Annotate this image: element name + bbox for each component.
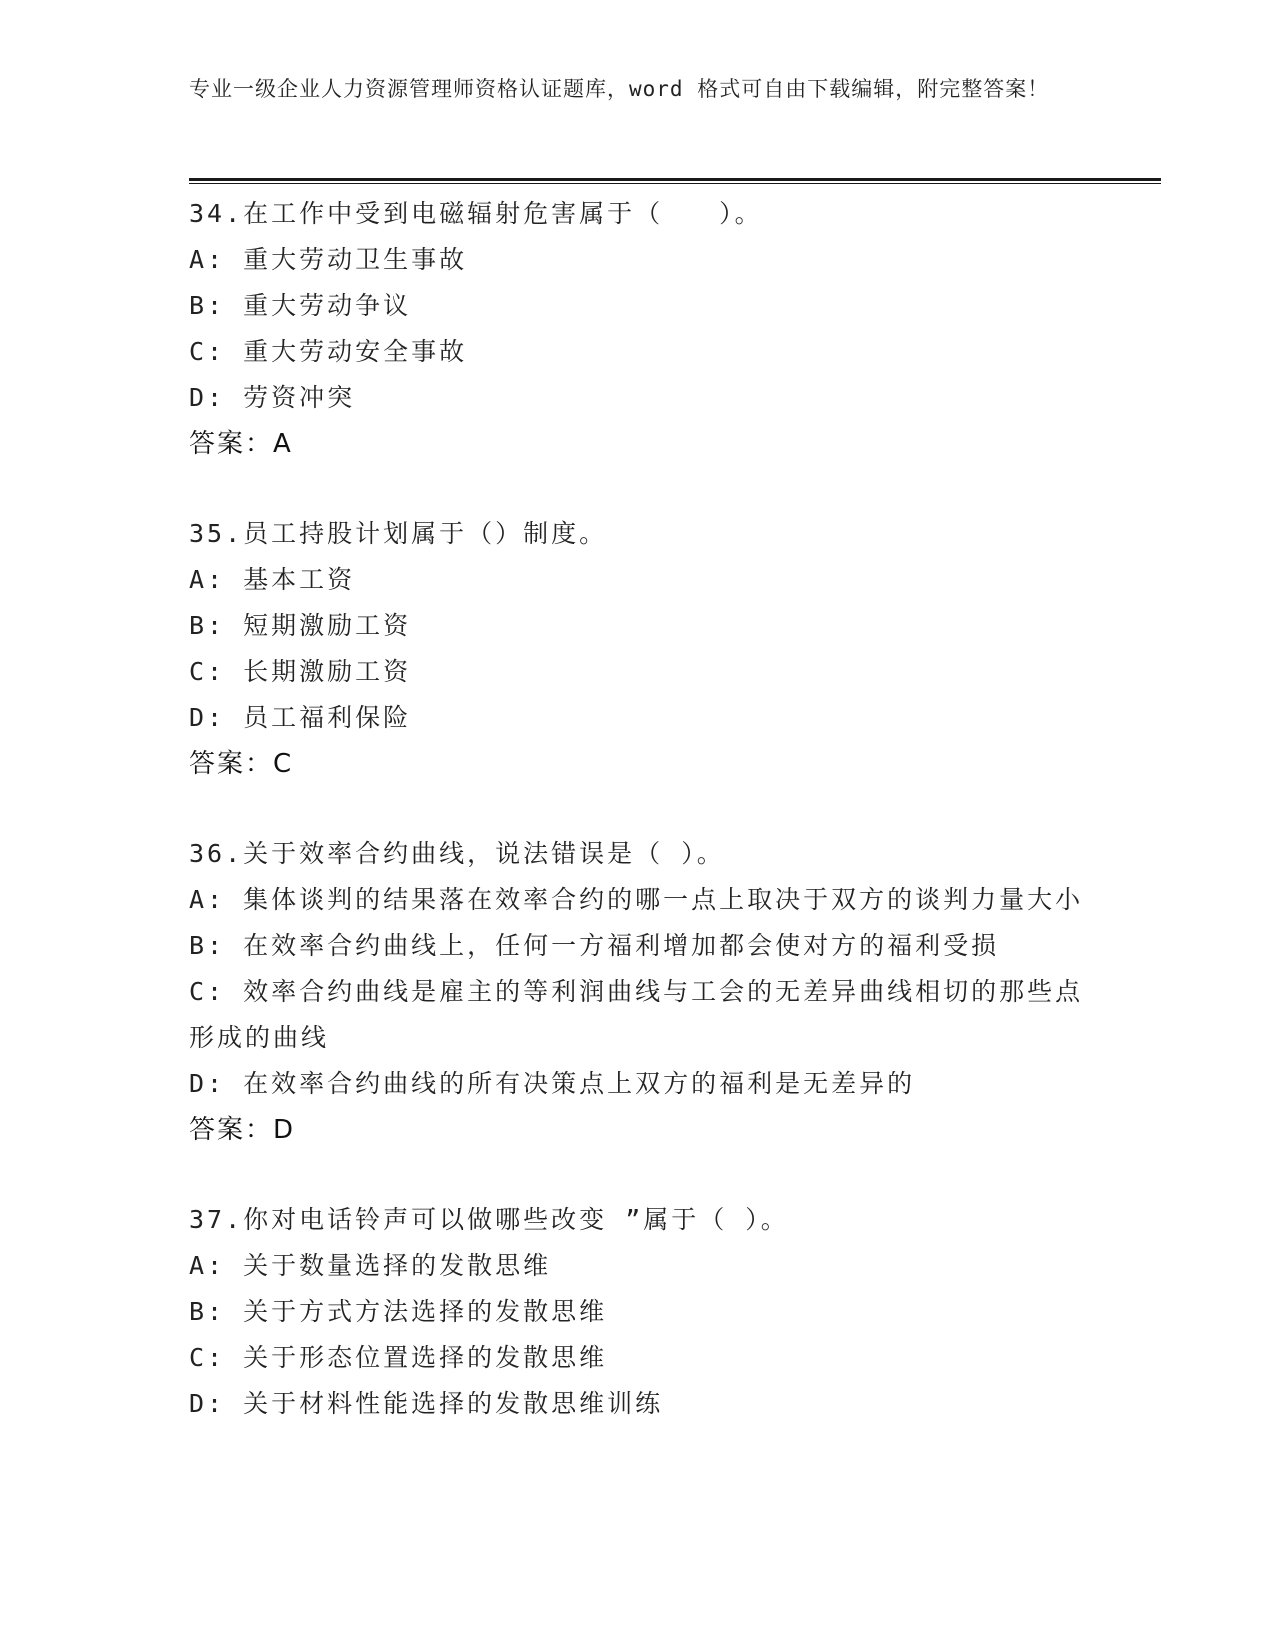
option-label: A: bbox=[189, 1251, 226, 1280]
question-36 bbox=[189, 831, 1089, 1153]
option-text: 重大劳动争议 bbox=[243, 291, 412, 320]
option-label: D: bbox=[189, 1389, 226, 1418]
option-text: 长期激励工资 bbox=[243, 657, 412, 686]
option-label: A: bbox=[189, 245, 226, 274]
option-label: A: bbox=[189, 565, 226, 594]
option-a bbox=[189, 557, 1089, 603]
option-a bbox=[189, 877, 1089, 923]
option-label: B: bbox=[189, 931, 226, 960]
option-b bbox=[189, 603, 1089, 649]
option-text: 关于材料性能选择的发散思维训练 bbox=[243, 1389, 664, 1418]
option-b bbox=[189, 1289, 1089, 1335]
option-label: C: bbox=[189, 337, 226, 366]
option-text: 效率合约曲线是雇主的等利润曲线与工会的无差异曲线相切的那些点形成的曲线 bbox=[189, 977, 1084, 1052]
option-c bbox=[189, 1335, 1089, 1381]
option-b bbox=[189, 283, 1089, 329]
option-c bbox=[189, 649, 1089, 695]
option-d bbox=[189, 375, 1089, 421]
answer-text: 答案：D bbox=[189, 1115, 296, 1145]
question-35 bbox=[189, 511, 1089, 787]
question-34 bbox=[189, 191, 1089, 467]
option-d bbox=[189, 695, 1089, 741]
option-label: D: bbox=[189, 703, 226, 732]
option-label: D: bbox=[189, 1069, 226, 1098]
option-label: B: bbox=[189, 1297, 226, 1326]
document-header: 专业一级企业人力资源管理师资格认证题库，word 格式可自由下载编辑，附完整答案！ bbox=[189, 77, 1050, 101]
option-c bbox=[189, 329, 1089, 375]
option-c bbox=[189, 969, 1089, 1061]
question-stem: 36.关于效率合约曲线，说法错误是（ ）。 bbox=[189, 839, 725, 868]
option-text: 在效率合约曲线上，任何一方福利增加都会使对方的福利受损 bbox=[243, 931, 1000, 960]
option-d bbox=[189, 1061, 1089, 1107]
option-label: C: bbox=[189, 977, 226, 1006]
option-a bbox=[189, 237, 1089, 283]
option-text: 重大劳动卫生事故 bbox=[243, 245, 468, 274]
answer-text: 答案：A bbox=[189, 429, 293, 459]
question-stem: 37.你对电话铃声可以做哪些改变 ”属于（ ）。 bbox=[189, 1205, 789, 1234]
option-label: A: bbox=[189, 885, 226, 914]
option-text: 集体谈判的结果落在效率合约的哪一点上取决于双方的谈判力量大小 bbox=[243, 885, 1084, 914]
option-text: 关于方式方法选择的发散思维 bbox=[243, 1297, 608, 1326]
option-text: 员工福利保险 bbox=[243, 703, 412, 732]
option-a bbox=[189, 1243, 1089, 1289]
answer-text: 答案：C bbox=[189, 749, 294, 779]
option-d bbox=[189, 1381, 1089, 1427]
option-label: D: bbox=[189, 383, 226, 412]
option-label: B: bbox=[189, 291, 226, 320]
question-stem: 34.在工作中受到电磁辐射危害属于（ ）。 bbox=[189, 199, 763, 228]
option-text: 关于形态位置选择的发散思维 bbox=[243, 1343, 608, 1372]
option-label: C: bbox=[189, 1343, 226, 1372]
question-37 bbox=[189, 1197, 1089, 1427]
option-text: 关于数量选择的发散思维 bbox=[243, 1251, 552, 1280]
option-text: 在效率合约曲线的所有决策点上双方的福利是无差异的 bbox=[243, 1069, 916, 1098]
option-text: 短期激励工资 bbox=[243, 611, 412, 640]
question-stem: 35.员工持股计划属于（）制度。 bbox=[189, 519, 608, 548]
option-text: 基本工资 bbox=[243, 565, 356, 594]
header-divider-thin bbox=[189, 183, 1161, 184]
option-text: 劳资冲突 bbox=[243, 383, 356, 412]
option-text: 重大劳动安全事故 bbox=[243, 337, 468, 366]
question-list bbox=[189, 191, 1089, 1471]
option-label: C: bbox=[189, 657, 226, 686]
option-b bbox=[189, 923, 1089, 969]
option-label: B: bbox=[189, 611, 226, 640]
header-divider-thick bbox=[189, 178, 1161, 181]
